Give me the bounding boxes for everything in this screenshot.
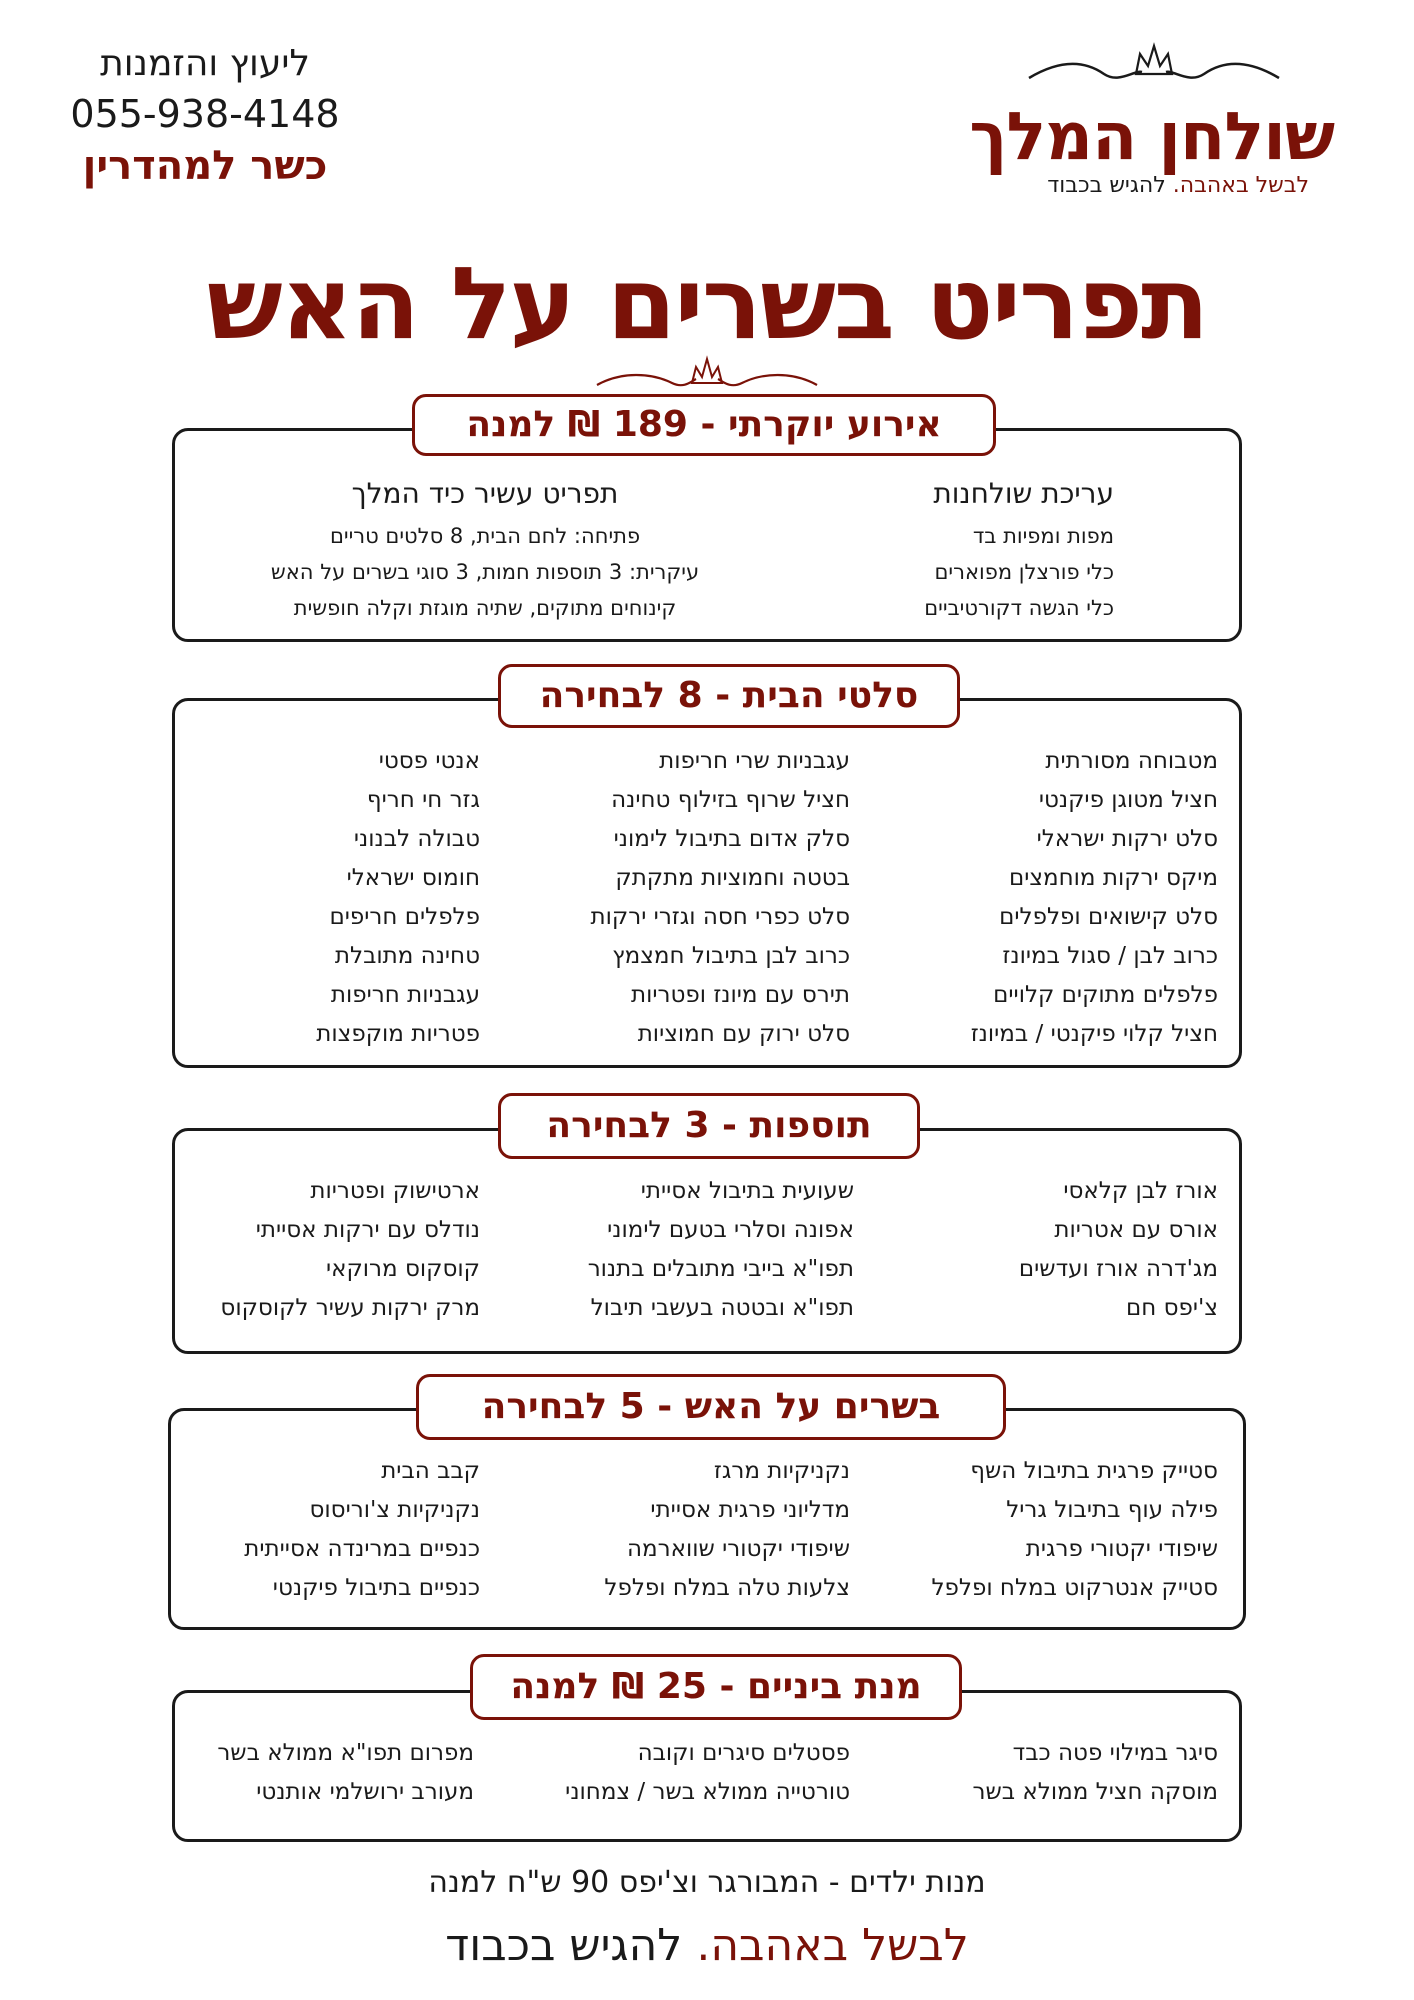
crown-divider-icon — [592, 355, 822, 395]
salads-col-middle — [591, 742, 850, 1054]
list-item: סלט כפרי חסה וגזרי ירקות — [590, 904, 850, 930]
brand-logo — [964, 40, 1344, 210]
list-item: פלפלים חריפים — [329, 904, 480, 930]
menu-title: תפריט בשרים על האש — [206, 245, 1208, 362]
event-col-left — [245, 474, 725, 626]
list-item: תירס עם מיונז ופטריות — [630, 982, 850, 1008]
kosher-label: כשר למהדרין — [82, 143, 328, 189]
list-item: סלט ירקות ישראלי — [1036, 826, 1218, 852]
list-item: עגבניות חריפות — [330, 982, 480, 1008]
list-item: חציל שרוף בזילוף טחינה — [611, 787, 850, 813]
list-item: פטריות מוקפצות — [316, 1021, 480, 1047]
event-col-right-heading: עריכת שולחנות — [933, 477, 1114, 510]
list-item: שעועית בתיבול אסייתי — [640, 1178, 854, 1204]
list-item: חומוס ישראלי — [346, 865, 480, 891]
list-item: סטייק אנטרקוט במלח ופלפל — [931, 1575, 1218, 1601]
footer-tagline-part1: לבשל באהבה. — [696, 1920, 969, 1971]
list-item: גזר חי חריף — [366, 787, 480, 813]
list-item: טחינה מתובלת — [334, 943, 480, 969]
list-item: נודלס עם ירקות אסייתי — [255, 1217, 480, 1243]
brand-tagline — [1047, 173, 1309, 198]
list-item: כלי פורצלן מפוארים — [934, 560, 1114, 584]
meats-col-left — [244, 1452, 480, 1608]
list-item: ארטישוק ופטריות — [310, 1178, 480, 1204]
contact-title: ליעוץ והזמנות — [100, 43, 310, 84]
list-item: פסטלים סיגרים וקובה — [637, 1740, 850, 1766]
list-item: מג'דרה אורז ועדשים — [1018, 1256, 1218, 1282]
list-item: בטטה וחמוציות מתקתק — [615, 865, 850, 891]
list-item: כלי הגשה דקורטיביים — [924, 596, 1114, 620]
footer-tagline-part2: להגיש בכבוד — [445, 1920, 683, 1971]
list-item: מעורב ירושלמי אותנטי — [256, 1779, 474, 1805]
event-section-title: אירוע יוקרתי - 189 ₪ למנה — [412, 394, 996, 456]
meats-section-title: בשרים על האש - 5 לבחירה — [416, 1374, 1006, 1440]
contact-block — [55, 40, 355, 192]
list-item: פילה עוף בתיבול גריל — [1006, 1497, 1218, 1523]
kids-menu-note: מנות ילדים - המבורגר וצ'יפס 90 ש"ח למנה — [428, 1865, 986, 1900]
list-item: סלק אדום בתיבול לימוני — [613, 826, 850, 852]
list-item: קינוחים מתוקים, שתיה מוגזת וקלה חופשית — [293, 596, 677, 620]
salads-col-right — [971, 742, 1218, 1054]
list-item: פלפלים מתוקים קלויים — [993, 982, 1218, 1008]
list-item: טבולה לבנוני — [353, 826, 480, 852]
list-item: צ'יפס חם — [1126, 1295, 1218, 1321]
list-item: שיפודי יקטורי פרגית — [1025, 1536, 1218, 1562]
list-item: חציל קלוי פיקנטי / במיונז — [970, 1021, 1218, 1047]
list-item: כנפיים במרינדה אסייתית — [244, 1536, 480, 1562]
crown-flourish-icon — [1024, 40, 1284, 96]
list-item: צלעות טלה במלח ופלפל — [604, 1575, 850, 1601]
list-item: כרוב לבן / סגול במיונז — [1002, 943, 1218, 969]
sides-col-middle — [588, 1172, 854, 1328]
sides-section-title: תוספות - 3 לבחירה — [498, 1093, 920, 1159]
event-col-right — [924, 474, 1114, 626]
list-item: כנפיים בתיבול פיקנטי — [272, 1575, 480, 1601]
list-item: שיפודי יקטורי שווארמה — [627, 1536, 850, 1562]
intermediate-section-title: מנת ביניים - 25 ₪ למנה — [470, 1654, 962, 1720]
sides-col-left — [220, 1172, 480, 1328]
list-item: עיקרית: 3 תוספות חמות, 3 סוגי בשרים על האש — [270, 560, 700, 584]
list-item: תפו"א בייבי מתובלים בתנור — [587, 1256, 854, 1282]
list-item: מטבוחה מסורתית — [1045, 748, 1218, 774]
footer-tagline — [0, 1920, 1414, 1971]
intermediate-col-middle — [565, 1734, 850, 1812]
list-item: תפו"א ובטטה בעשבי תיבול — [590, 1295, 854, 1321]
list-item: מפרום תפו"א ממולא בשר — [217, 1740, 474, 1766]
list-item: סלט קישואים ופלפלים — [999, 904, 1218, 930]
list-item: מיקס ירקות מוחמצים — [1008, 865, 1218, 891]
list-item: סלט ירוק עם חמוציות — [637, 1021, 850, 1047]
list-item: מרק ירקות עשיר לקוסקוס — [220, 1295, 480, 1321]
list-item: כרוב לבן בתיבול חמצמץ — [612, 943, 850, 969]
meats-col-right — [931, 1452, 1218, 1608]
salads-section-title: סלטי הבית - 8 לבחירה — [498, 664, 960, 728]
list-item: נקניקיות צ'וריסוס — [309, 1497, 480, 1523]
list-item: אורז לבן קלאסי — [1063, 1178, 1218, 1204]
list-item: סיגר במילוי פטה כבד — [1012, 1740, 1218, 1766]
brand-tagline-part1: לבשל באהבה. — [1172, 173, 1309, 198]
sides-col-right — [1019, 1172, 1218, 1328]
contact-phone[interactable]: 055-938-4148 — [70, 92, 340, 136]
salads-col-left — [316, 742, 480, 1054]
intermediate-col-right — [972, 1734, 1218, 1812]
event-col-left-heading: תפריט עשיר כיד המלך — [351, 477, 619, 510]
list-item: מפות ומפיות בד — [972, 524, 1114, 548]
brand-name: שולחן המלך — [969, 98, 1334, 175]
list-item: מוסקה חציל ממולא בשר — [972, 1779, 1218, 1805]
list-item: נקניקיות מרגז — [713, 1458, 850, 1484]
meats-col-middle — [604, 1452, 850, 1608]
list-item: קוסקוס מרוקאי — [325, 1256, 480, 1282]
list-item: אורס עם אטריות — [1054, 1217, 1218, 1243]
list-item: קבב הבית — [381, 1458, 480, 1484]
list-item: סטייק פרגית בתיבול השף — [970, 1458, 1218, 1484]
list-item: אנטי פסטי — [378, 748, 480, 774]
list-item: פתיחה: לחם הבית, 8 סלטים טריים — [329, 524, 641, 548]
list-item: אפונה וסלרי בטעם לימוני — [607, 1217, 854, 1243]
list-item: עגבניות שרי חריפות — [659, 748, 850, 774]
intermediate-col-left — [217, 1734, 474, 1812]
list-item: מדליוני פרגית אסייתי — [650, 1497, 850, 1523]
list-item: טורטייה ממולא בשר / צמחוני — [565, 1779, 850, 1805]
brand-tagline-part2: להגיש בכבוד — [1047, 173, 1166, 198]
list-item: חציל מטוגן פיקנטי — [1038, 787, 1218, 813]
